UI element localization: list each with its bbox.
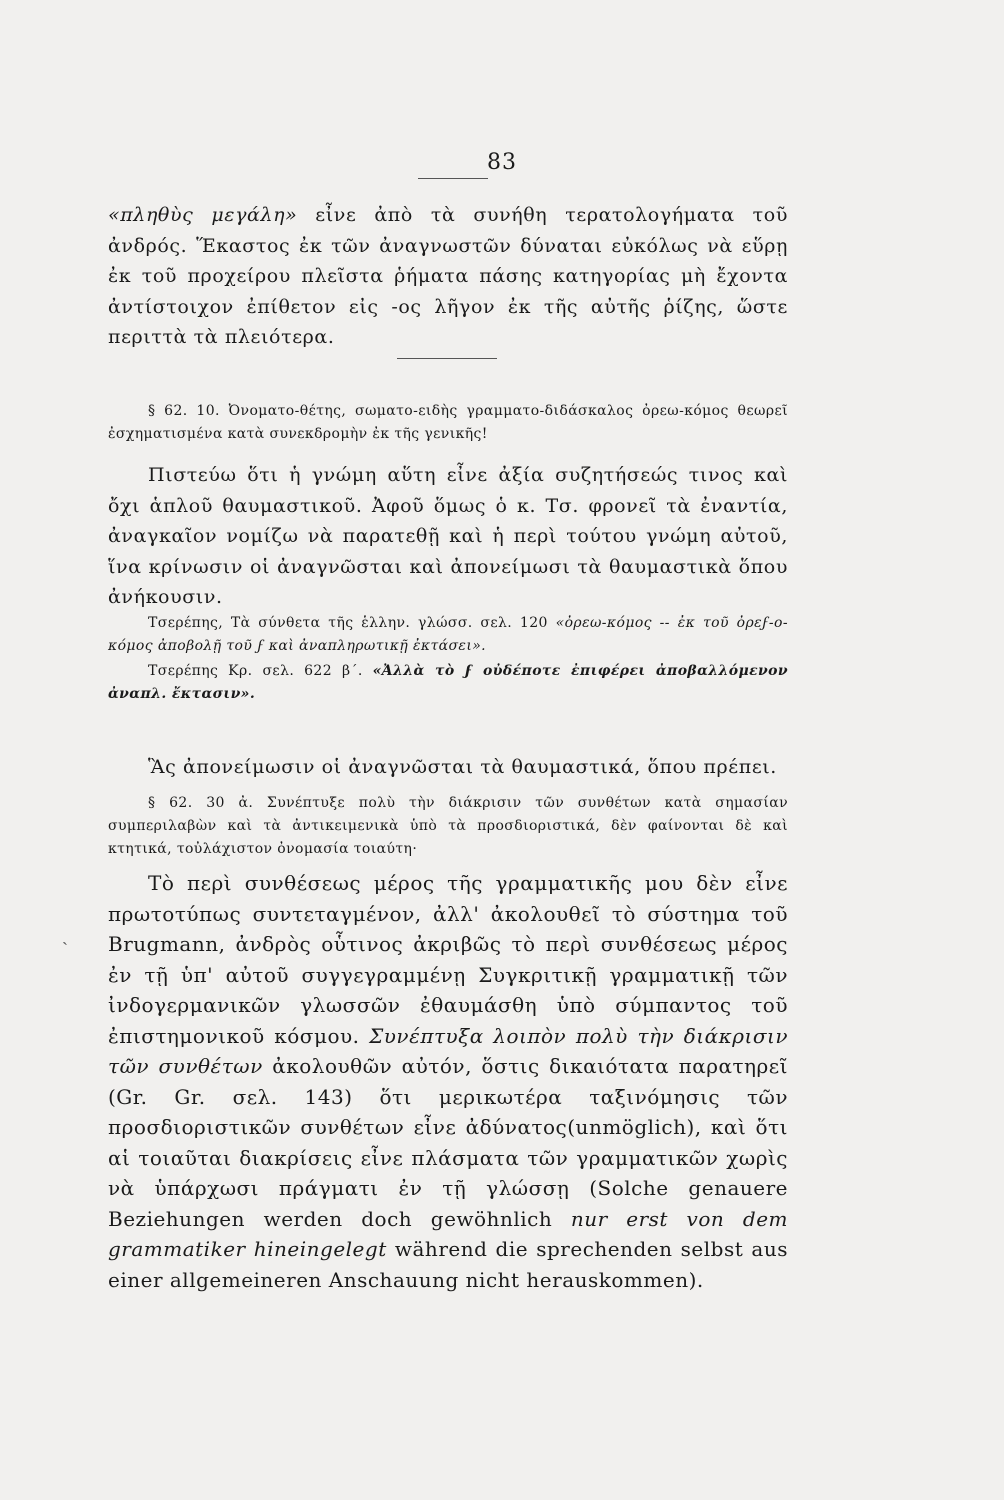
paragraph-3: Ἃς ἀπονείμωσιν οἱ ἀναγνῶσται τὰ θαυμαστικά, ὅπου πρέπει.: [148, 756, 777, 778]
section-divider: [397, 358, 497, 359]
citation-1: [108, 612, 788, 658]
citation-1-source: Τσερέπης, Τὰ σύνθετα τῆς ἑλλην. γλώσσ. σελ. 120: [148, 615, 556, 631]
paragraph-4: [108, 868, 788, 1295]
citation-2: [108, 660, 788, 706]
paragraph-4-part-3: während die sprechenden selbst aus einer allgemeineren Anschauung nicht herauskommen).: [108, 1237, 788, 1292]
citation-2-source: Τσερέπης Κρ. σελ. 622 β΄.: [148, 663, 373, 679]
page-number-rule: [418, 178, 488, 179]
section-62-30-heading: § 62. 30 ἀ. Συνέπτυξε πολὺ τὴν διάκρισιν τῶν συνθέτων κατὰ σημασίαν συμπεριλαβὼν καὶ τὰ ἀντικειμενικὰ ὑπὸ τὰ προσδιοριστικά, δὲν φαίνονται δὲ καὶ κτητικά, τοὐλάχιστον ὀνομασία τοιαύτη·: [108, 795, 788, 857]
paragraph-1: [108, 200, 788, 353]
paragraph-4-emphasis-1: Συνέπτυξα λοιπὸν πολὺ τὴν διάκρισιν τῶν συνθέτων: [108, 1023, 789, 1078]
paragraph-4-part-2: ἀκολουθῶν αὐτόν, ὅστις δικαιότατα παρατηρεῖ (Gr. Gr. σελ. 143) ὅτι μερικωτέρα ταξινόμησις τῶν προσδιοριστικῶν συνθέτων εἶνε ἀδύνατος(unmöglich), καὶ ὅτι αἱ τοιαῦται διακρίσεις εἶνε πλάσματα τῶν γραμματικῶν χωρὶς νὰ ὑπάρχωσι πράγματι ἐν τῇ γλώσσῃ (Solche genauere Beziehungen werden doch gewöhnlich: [108, 1054, 788, 1231]
section-62-10-heading: § 62. 10. Ὀνοματο-θέτης, σωματο-ειδὴς γραμματο-διδάσκαλος ὀρεω-κόμος θεωρεῖ ἐσχηματισμένα κατὰ συνεκδρομὴν ἐκ τῆς γενικῆς!: [108, 403, 788, 442]
page-number: 83: [487, 150, 517, 175]
citation-1-quote: «ὀρεω-κόμος -- ἐκ τοῦ ὀρεϝ-ο-κόμος ἀποβολῇ τοῦ ϝ καὶ ἀναπληρωτικῇ ἐκτάσει».: [108, 615, 788, 654]
paragraph-4-part-1: Τὸ περὶ συνθέσεως μέρος τῆς γραμματικῆς μου δὲν εἶνε πρωτοτύπως συντεταγμένον, ἀλλ' ἀκολουθεῖ τὸ σύστημα τοῦ Brugmann, ἀνδρὸς οὗτινος ἀκριβῶς τὸ περὶ συνθέσεως μέρος ἐν τῇ ὑπ' αὐτοῦ συγγεγραμμένῃ Συγκριτικῇ γραμματικῇ τῶν ἰνδογερμανικῶν γλωσσῶν ἐθαυμάσθη ὑπὸ σύμπαντος τοῦ ἐπιστημονικοῦ κόσμου.: [108, 871, 788, 1048]
margin-mark: ˏ: [62, 925, 68, 946]
paragraph-1-text: εἶνε ἀπὸ τὰ συνήθη τερατολογήματα τοῦ ἀνδρός. Ἕκαστος ἐκ τῶν ἀναγνωστῶν δύναται εὐκόλως νὰ εὕρῃ ἐκ τοῦ προχείρου πλεῖστα ῥήματα πάσης κατηγορίας μὴ ἔχοντα ἀντίστοιχον ἐπίθετον εἰς -ος λῆγον ἐκ τῆς αὐτῆς ῥίζης, ὥστε περιττὰ τὰ πλειότερα.: [108, 204, 788, 348]
quoted-phrase: «πληθὺς μεγάλη»: [108, 204, 298, 226]
citation-2-quote: «Ἀλλὰ τὸ ϝ οὐδέποτε ἐπιφέρει ἀποβαλλόμενον ἀναπλ. ἔκτασιν».: [108, 663, 788, 702]
paragraph-2: Πιστεύω ὅτι ἡ γνώμη αὕτη εἶνε ἀξία συζητήσεώς τινος καὶ ὄχι ἁπλοῦ θαυμαστικοῦ. Ἀφοῦ ὅμως ὁ κ. Τσ. φρονεῖ τὰ ἐναντία, ἀναγκαῖον νομίζω νὰ παρατεθῇ καὶ ἡ περὶ τούτου γνώμη αὐτοῦ, ἵνα κρίνωσιν οἱ ἀναγνῶσται καὶ ἀπονείμωσι τὰ θαυμαστικὰ ὅπου ἀνήκουσιν.: [108, 464, 788, 608]
paragraph-4-emphasis-2: nur erst von dem grammatiker hineingelegt: [108, 1206, 788, 1261]
